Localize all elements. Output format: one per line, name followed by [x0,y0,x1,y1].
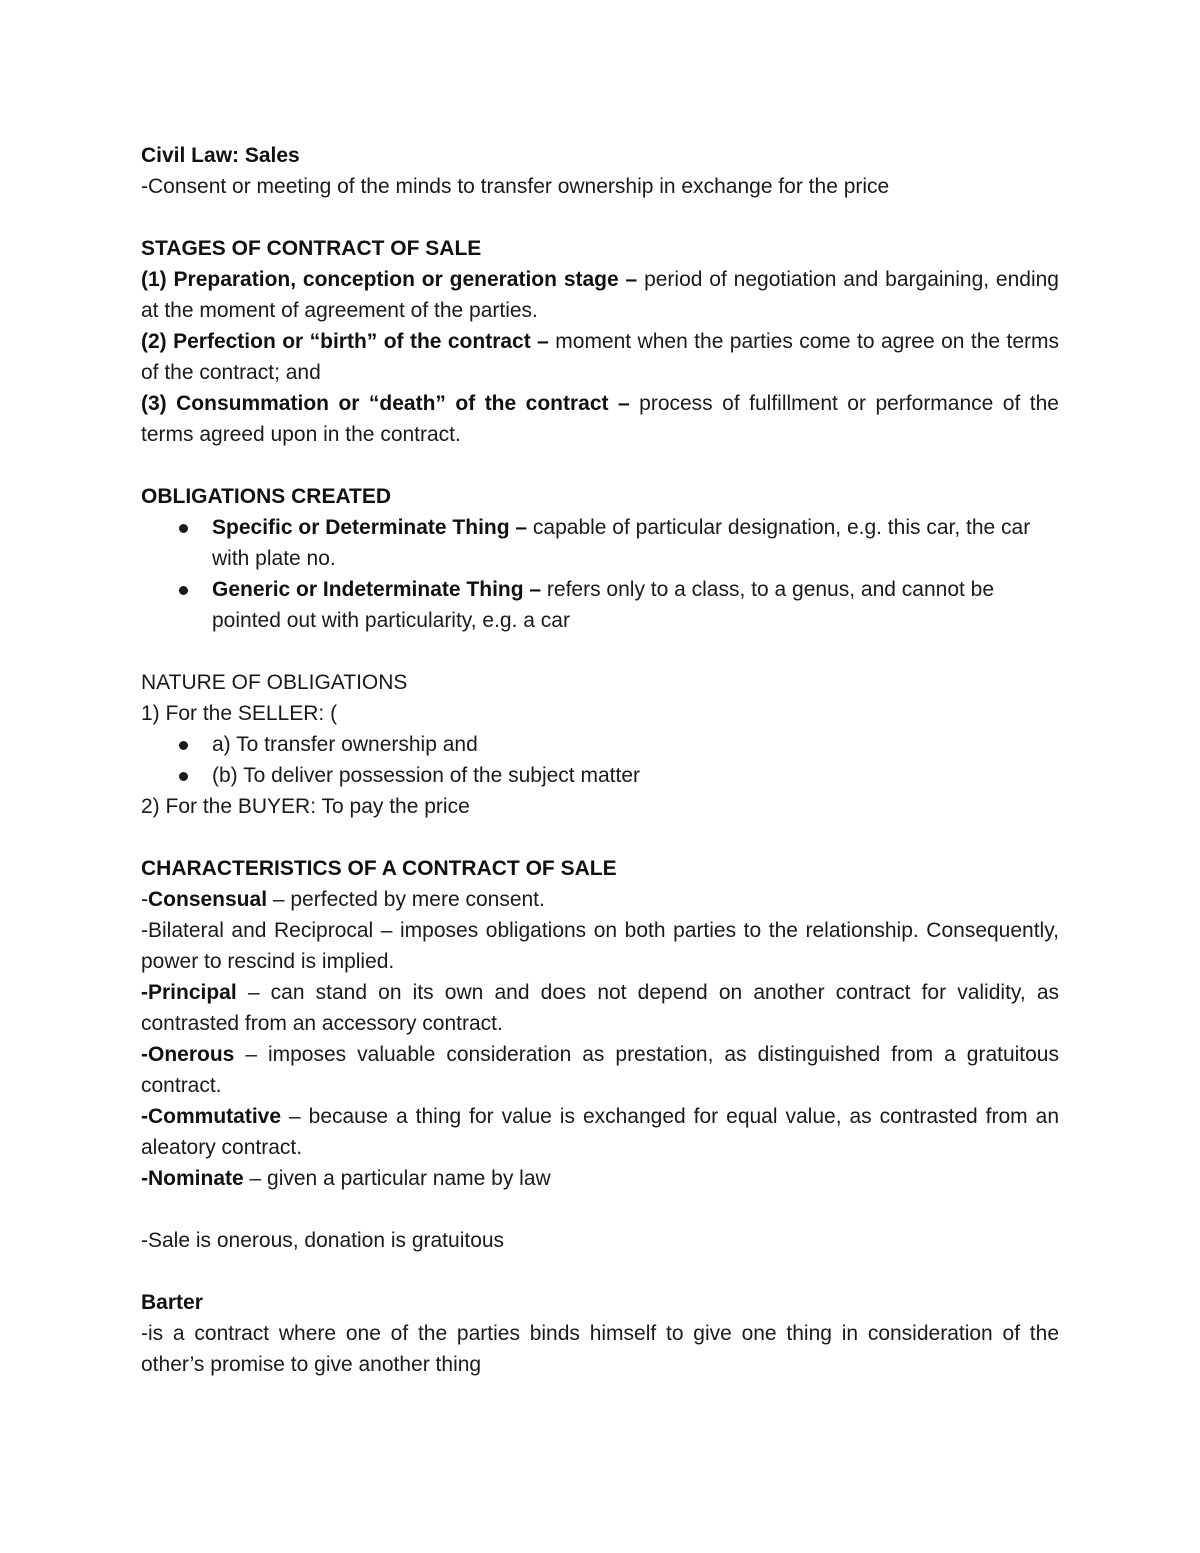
list-item: Specific or Determinate Thing – capable of particular designation, e.g. this car, the car with plate no. [141,512,1059,574]
characteristics-note: -Sale is onerous, donation is gratuitous [141,1229,505,1252]
doc-title: Civil Law: Sales [141,144,300,167]
stage-item: (1) Preparation, conception or generation stage – period of negotiation and bargaining, ending at the moment of agreement of the parties. [141,268,1059,322]
obligations-heading: OBLIGATIONS CREATED [141,485,392,508]
characteristic-item: -Onerous – imposes valuable consideration as prestation, as distinguished from a gratuitous contract. [141,1043,1059,1097]
characteristics-heading: CHARACTERISTICS OF A CONTRACT OF SALE [141,857,617,880]
barter-heading: Barter [141,1291,203,1314]
stage-item: (3) Consummation or “death” of the contract – process of fulfillment or performance of the terms agreed upon in the contract. [141,392,1059,446]
nature-heading: NATURE OF OBLIGATIONS [141,671,408,694]
barter-text: -is a contract where one of the parties binds himself to give one thing in consideration of the other’s promise to give another thing [141,1322,1059,1376]
seller-list [141,729,1059,791]
characteristic-item: -Nominate – given a particular name by law [141,1167,551,1190]
doc-intro: -Consent or meeting of the minds to transfer ownership in exchange for the price [141,175,890,198]
list-item: (b) To deliver possession of the subject matter [141,760,1059,791]
list-item: a) To transfer ownership and [141,729,1059,760]
characteristic-item: -Bilateral and Reciprocal – imposes obligations on both parties to the relationship. Consequently, power to rescind is implied. [141,919,1059,973]
obligations-list [141,512,1059,636]
nature-seller: 1) For the SELLER: ( [141,702,338,725]
document-page [141,140,1059,1380]
bullet-icon [179,741,188,750]
bullet-icon [179,772,188,781]
characteristic-item: -Commutative – because a thing for value is exchanged for equal value, as contrasted from an aleatory contract. [141,1105,1059,1159]
list-item: Generic or Indeterminate Thing – refers only to a class, to a genus, and cannot be pointed out with particularity, e.g. a car [141,574,1059,636]
bullet-icon [179,586,188,595]
stages-heading: STAGES OF CONTRACT OF SALE [141,237,482,260]
characteristic-item: -Consensual – perfected by mere consent. [141,888,545,911]
bullet-icon [179,524,188,533]
nature-buyer: 2) For the BUYER: To pay the price [141,795,470,818]
characteristic-item: -Principal – can stand on its own and does not depend on another contract for validity, as contrasted from an accessory contract. [141,981,1059,1035]
stage-item: (2) Perfection or “birth” of the contract – moment when the parties come to agree on the terms of the contract; and [141,330,1059,384]
